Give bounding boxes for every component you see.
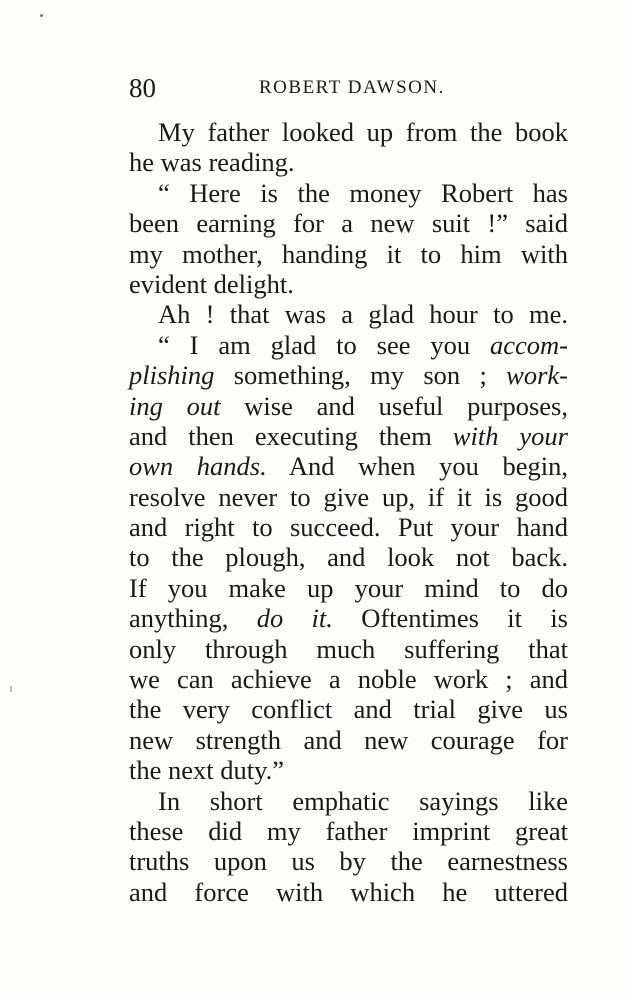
text-line xyxy=(129,421,568,451)
text-line xyxy=(129,147,568,177)
text-line xyxy=(129,208,568,238)
text-segment: he was reading. xyxy=(129,147,295,178)
italic-text: do it. xyxy=(256,603,333,634)
text-segment: my mother, handing it to him with xyxy=(129,238,568,269)
text-segment: Ah ! that was a glad hour to me. xyxy=(158,299,568,330)
text-line xyxy=(129,482,568,512)
margin-mark xyxy=(10,686,12,692)
text-segment: My father looked up from the book xyxy=(158,117,568,147)
page-header xyxy=(129,70,549,106)
italic-text: work- xyxy=(506,360,568,391)
italic-text: plishing xyxy=(129,360,215,391)
ink-speck xyxy=(40,14,43,17)
text-segment: been earning for a new suit !” said xyxy=(129,208,568,239)
text-line xyxy=(129,755,568,785)
text-segment: If you make up your mind to do xyxy=(129,572,568,603)
text-line xyxy=(129,299,568,329)
text-line xyxy=(129,786,568,816)
text-segment: the very conflict and trial give us xyxy=(129,694,568,725)
text-line xyxy=(129,573,568,603)
text-segment: anything, xyxy=(129,603,257,634)
italic-text: accom- xyxy=(490,329,568,360)
text-line xyxy=(129,391,568,421)
text-segment: resolve never to give up, if it is good xyxy=(129,481,568,512)
text-line xyxy=(129,451,568,481)
text-segment: Oftentimes it is xyxy=(332,603,568,634)
text-segment: something, my son ; xyxy=(214,360,507,391)
text-line xyxy=(129,117,568,147)
text-segment: and force with which he uttered xyxy=(129,876,568,907)
text-line xyxy=(129,846,568,876)
text-line xyxy=(129,542,568,572)
text-line xyxy=(129,603,568,633)
running-head: ROBERT DAWSON. xyxy=(259,77,445,98)
text-line xyxy=(129,330,568,360)
text-segment: truths upon us by the earnestness xyxy=(129,846,568,877)
text-segment: and then executing them xyxy=(129,420,453,451)
text-line xyxy=(129,634,568,664)
text-segment: evident delight. xyxy=(129,268,294,299)
text-segment: and right to succeed. Put your hand xyxy=(129,512,568,543)
text-line xyxy=(129,178,568,208)
italic-text: own hands. xyxy=(129,451,267,482)
text-segment: to the plough, and look not back. xyxy=(129,542,568,573)
text-line xyxy=(129,269,568,299)
text-line xyxy=(129,512,568,542)
text-segment: new strength and new courage for xyxy=(129,724,568,755)
text-segment: these did my father imprint great xyxy=(129,815,568,846)
italic-text: ing out xyxy=(129,390,221,421)
text-segment: “ Here is the money Robert has xyxy=(158,177,568,208)
text-line xyxy=(129,664,568,694)
text-segment: the next duty.” xyxy=(129,755,285,786)
text-line xyxy=(129,725,568,755)
text-segment: “ I am glad to see you xyxy=(158,329,490,360)
text-segment: wise and useful purposes, xyxy=(220,390,568,421)
text-segment: And when you begin, xyxy=(266,451,568,482)
text-line xyxy=(129,694,568,724)
text-line xyxy=(129,239,568,269)
text-segment: In short emphatic sayings like xyxy=(158,785,568,816)
text-line xyxy=(129,816,568,846)
page-number: 80 xyxy=(129,73,156,103)
text-line xyxy=(129,360,568,390)
text-line xyxy=(129,877,568,907)
text-segment: we can achieve a noble work ; and xyxy=(129,664,568,695)
italic-text: with your xyxy=(452,420,568,451)
text-segment: only through much suffering that xyxy=(129,633,568,664)
body-text xyxy=(129,117,568,907)
